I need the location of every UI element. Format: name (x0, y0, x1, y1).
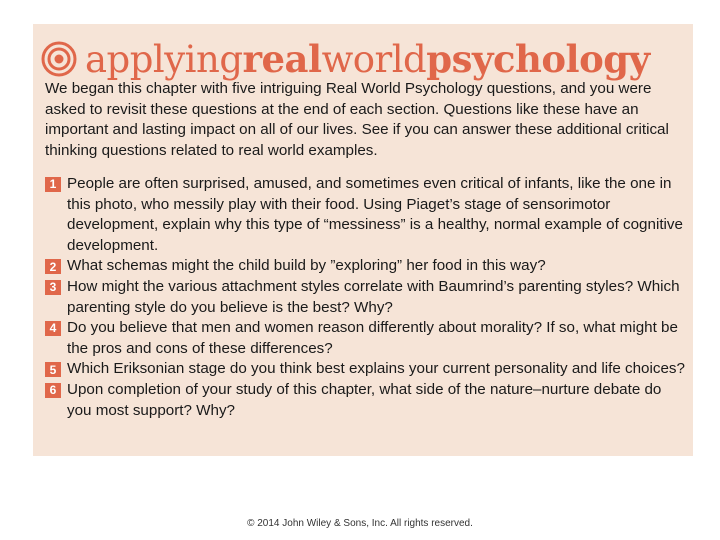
question-number-badge: 6 (45, 383, 61, 398)
question-text: How might the various attachment styles correlate with Baumrind’s parenting styles? Which parenting style do you believe is the best? Why? (67, 277, 680, 316)
question-item (45, 277, 690, 318)
question-item (45, 380, 690, 421)
title-part-applying: applying (85, 37, 243, 81)
question-number-badge: 2 (45, 259, 61, 274)
title-part-world: world (321, 37, 427, 81)
question-text: What schemas might the child build by ”exploring” her food in this way? (67, 257, 546, 275)
question-item (45, 174, 690, 256)
title-part-real: real (242, 36, 322, 81)
section-header (41, 34, 650, 84)
content-panel (33, 24, 693, 456)
copyright-footer: © 2014 John Wiley & Sons, Inc. All rights reserved. (247, 518, 473, 529)
question-text: People are often surprised, amused, and sometimes even critical of infants, like the one in this photo, who messily play with their food. Using Piaget’s stage of sensorimotor development, explain why this type of “messiness” is a healthy, normal example of cognitive development. (67, 175, 683, 254)
question-number-badge: 1 (45, 177, 61, 192)
question-number-badge: 4 (45, 321, 61, 336)
question-number-badge: 5 (45, 362, 61, 377)
question-list (45, 174, 690, 421)
question-text: Upon completion of your study of this chapter, what side of the nature–nurture debate do you most support? Why? (67, 380, 662, 419)
question-item (45, 318, 690, 359)
intro-paragraph: We began this chapter with five intriguing Real World Psychology questions, and you were asked to revisit these questions at the end of each section. Questions like these have an important and lasting impact on all of our lives. See if you can answer these additional critical thinking questions related to real world examples. (45, 80, 669, 159)
question-number-badge: 3 (45, 280, 61, 295)
question-text: Do you believe that men and women reason differently about morality? If so, what might be the pros and cons of these differences? (67, 319, 678, 357)
section-title (85, 36, 650, 81)
question-item (45, 256, 690, 277)
concentric-circles-icon (41, 41, 77, 77)
title-part-psychology: psychology (426, 36, 650, 81)
question-item (45, 359, 690, 380)
question-text: Which Eriksonian stage do you think best explains your current personality and life choices? (67, 360, 685, 378)
